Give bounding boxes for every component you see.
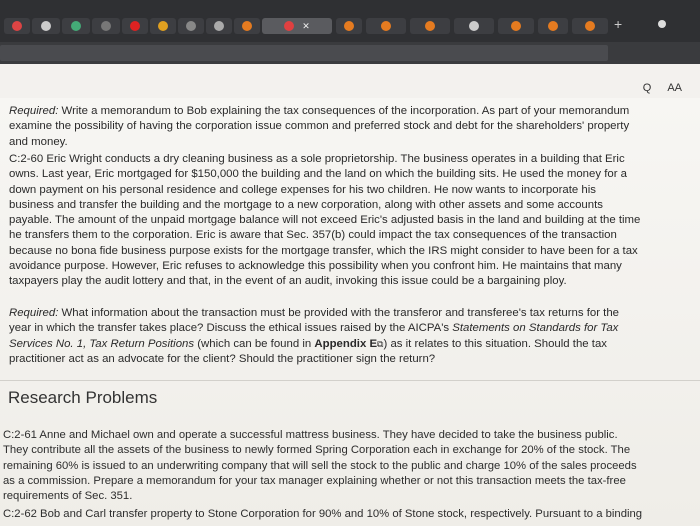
tab-favicon-icon: [425, 21, 435, 31]
tab-favicon-icon: [284, 21, 294, 31]
browser-tab[interactable]: [538, 18, 568, 34]
browser-tab[interactable]: [62, 18, 90, 34]
browser-tab[interactable]: [410, 18, 450, 34]
browser-tab[interactable]: [178, 18, 204, 34]
statements-title: Statements on Standards for Tax Services No. 1, Tax Return Positions: [9, 322, 619, 350]
browser-tab[interactable]: [454, 18, 494, 34]
tab-favicon-icon: [585, 21, 595, 31]
tab-favicon-icon: [101, 21, 111, 31]
tab-favicon-icon: [548, 21, 558, 31]
text-size-button[interactable]: AA: [667, 82, 682, 94]
tab-favicon-icon: [344, 21, 354, 31]
tab-favicon-icon: [71, 21, 81, 31]
tab-favicon-icon: [214, 21, 224, 31]
problem-c2-62: C:2-62 Bob and Carl transfer property to Stone Corporation for 90% and 10% of Stone stock, respectively. Pursuant to a binding: [3, 508, 643, 520]
url-field[interactable]: [0, 45, 608, 61]
tab-favicon-icon: [186, 21, 196, 31]
required-text: Write a memorandum to Bob explaining the tax consequences of the incorporation. As part of your memorandum examine the possibility of having the corporation issue common and preferred stock and debt for the shareholders' property and money.: [9, 105, 630, 148]
reader-toolbar: [643, 82, 682, 94]
required-label: Required:: [9, 307, 59, 319]
tab-favicon-icon: [381, 21, 391, 31]
required-text: (which can be found in: [194, 337, 315, 350]
browser-tab[interactable]: [234, 18, 260, 34]
required-text: ) as it relates to this situation. Should the tax practitioner act as an advocate for the client? Should the practitioner sign the return?: [9, 337, 607, 365]
tab-favicon-icon: [158, 21, 168, 31]
required-text: What information about the transaction must be provided with the transferor and transferee's tax returns for the year in which the transfer takes place? Discuss the ethical issues raised by the AICPA's: [9, 307, 619, 335]
browser-tab[interactable]: [32, 18, 60, 34]
section-divider: [0, 380, 700, 381]
browser-tab[interactable]: [122, 18, 148, 34]
browser-tab-strip: [0, 0, 700, 42]
problem-c2-61: C:2-61 Anne and Michael own and operate a successful mattress business. They have decided to take the business public. They contribute all the assets of the business to newly formed Spring Corporation each in exchange for 20% of the stock. The remaining 60% is issued to an underwriting company that will sell the stock to the public and charge 10% of the sales proceeds as a commission. Prepare a memorandum for your tax manager explaining whether or not this transaction meets the tax-free requirements of Sec. 351.: [3, 429, 637, 503]
tab-favicon-icon: [130, 21, 140, 31]
browser-tab[interactable]: [150, 18, 176, 34]
required-paragraph: [9, 104, 641, 150]
required-paragraph: [9, 306, 641, 367]
browser-tab[interactable]: [4, 18, 30, 34]
tab-close-icon[interactable]: ✕: [302, 20, 310, 31]
section-heading: Research Problems: [8, 388, 158, 407]
browser-tab[interactable]: [366, 18, 406, 34]
tab-favicon-icon: [242, 21, 252, 31]
browser-tab[interactable]: [336, 18, 362, 34]
new-tab-button[interactable]: +: [614, 16, 623, 32]
required-label: Required:: [9, 105, 59, 117]
tab-favicon-icon: [469, 21, 479, 31]
browser-tab[interactable]: [498, 18, 534, 34]
search-icon[interactable]: Q: [642, 82, 652, 94]
external-link-icon[interactable]: ⧉: [377, 338, 384, 349]
browser-tab-active[interactable]: [262, 18, 332, 34]
tab-favicon-icon: [41, 21, 51, 31]
appendix-link[interactable]: Appendix E: [314, 337, 378, 350]
address-bar-row: [0, 42, 700, 64]
browser-tab[interactable]: [92, 18, 120, 34]
tab-favicon-icon: [511, 21, 521, 31]
problem-c2-60: C:2-60 Eric Wright conducts a dry cleaning business as a sole proprietorship. The business operates in a building that Eric owns. Last year, Eric mortgaged for $150,000 the building and the land on which the building sits. He used the money for a down payment on his personal residence and college expenses for his two children. He now wants to incorporate his business and transfer the building and the mortgage to a new corporation, along with other assets and some accounts payable. The amount of the unpaid mortgage balance will not exceed Eric's adjusted basis in the land and building at the time he transfers them to the corporation. Eric is aware that Sec. 357(b) could impact the tax consequences of the transaction because no bona fide business purpose exists for the mortgage transfer, which the IRS might consider to have been for a tax avoidance purpose. However, Eric refuses to acknowledge this possibility when you confront him. He maintains that many taxpayers play the audit lottery and that, in the event of an audit, invoking this issue could be a bargaining ploy.: [9, 153, 641, 288]
profile-icon[interactable]: [658, 20, 666, 28]
browser-tab[interactable]: [572, 18, 608, 34]
browser-tab[interactable]: [206, 18, 232, 34]
tab-favicon-icon: [12, 21, 22, 31]
